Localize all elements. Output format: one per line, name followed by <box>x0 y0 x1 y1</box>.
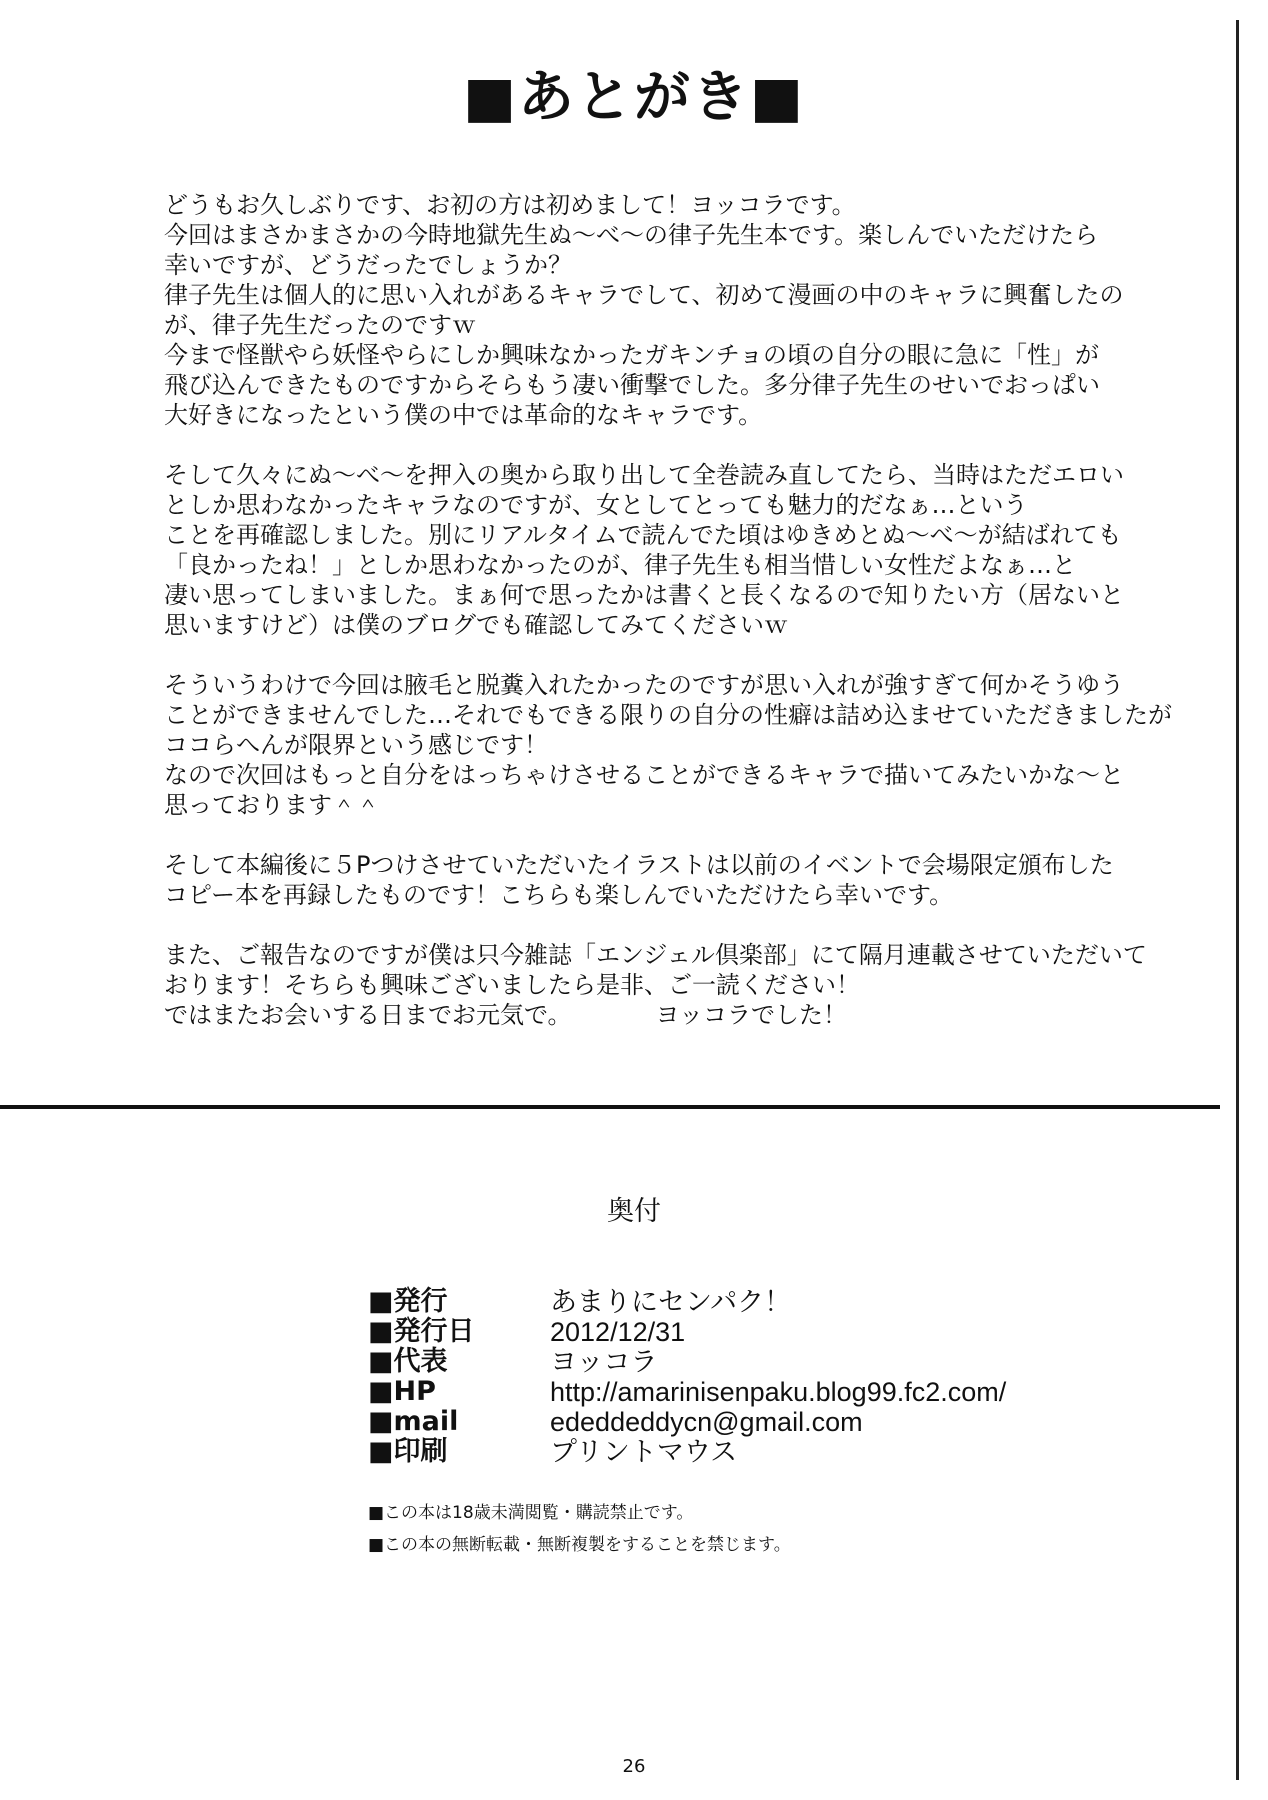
text-line: としか思わなかったキャラなのですが、女としてとっても魅力的だなぁ…という <box>164 491 1028 519</box>
text-line: そして久々にぬ～べ～を押入の奥から取り出して全巻読み直してたら、当時はただエロい <box>164 461 1124 489</box>
text-line: が、律子先生だったのですｗ <box>164 311 476 339</box>
colophon-row-homepage <box>368 1377 1006 1407</box>
text-line: どうもお久しぶりです、お初の方は初めまして！ヨッコラです。 <box>164 191 856 219</box>
text-line: 思いますけど）は僕のブログでも確認してみてくださいｗ <box>164 611 788 639</box>
text-line: ことを再確認しました。別にリアルタイムで読んでた頃はゆきめとぬ～べ～が結ばれても <box>164 521 1122 549</box>
colophon-value: 2012/12/31 <box>550 1317 686 1347</box>
colophon-label: ■代表 <box>368 1346 448 1377</box>
copyright-notice: ■この本の無断転載・無断複製をすることを禁じます。 <box>368 1535 791 1555</box>
text-line: なので次回はもっと自分をはっちゃけさせることができるキャラで描いてみたいかな～と <box>164 761 1124 789</box>
page-edge-line <box>1236 20 1239 1780</box>
text-line: 「良かったね！」としか思わなかったのが、律子先生も相当惜しい女性だよなぁ…と <box>164 551 1076 579</box>
colophon-row-printer <box>368 1437 1006 1467</box>
afterword-body <box>164 190 1224 1060</box>
afterword-paragraph-1 <box>164 190 1224 430</box>
text-line: コピー本を再録したものです！こちらも楽しんでいただけたら幸いです。 <box>164 881 954 909</box>
text-line: ことができませんでした…それでもできる限りの自分の性癖は詰め込ませていただきましたが <box>164 701 1172 729</box>
colophon-row-representative <box>368 1347 1006 1377</box>
text-line: 凄い思ってしまいました。まぁ何で思ったかは書くと長くなるので知りたい方（居ないと <box>164 581 1124 609</box>
text-line: そして本編後に５Pつけさせていただいたイラストは以前のイベントで会場限定頒布した <box>164 851 1114 879</box>
page-title: ■あとがき■ <box>463 65 805 130</box>
text-line: 幸いですが、どうだったでしょうか？ <box>164 251 572 279</box>
colophon-value: あまりにセンパク！ <box>550 1287 792 1317</box>
text-line: 飛び込んできたものですからそらもう凄い衝撃でした。多分律子先生のせいでおっぱい <box>164 371 1100 399</box>
text-line: また、ご報告なのですが僕は只今雑誌「エンジェル倶楽部」にて隔月連載させていただいて <box>164 941 1147 969</box>
afterword-paragraph-3 <box>164 670 1224 820</box>
text-line: おります！そちらも興味ございましたら是非、ご一読ください！ <box>164 971 860 999</box>
text-line: 思っております＾＾ <box>164 791 380 819</box>
text-line: 今回はまさかまさかの今時地獄先生ぬ～べ～の律子先生本です。楽しんでいただけたら <box>164 221 1099 249</box>
email-address: ededdeddycn@gmail.com <box>550 1407 863 1437</box>
text-line: ではまたお会いする日までお元気で。 ヨッコラでした！ <box>164 1001 848 1029</box>
colophon-row-mail <box>368 1407 1006 1437</box>
homepage-url: http://amarinisenpaku.blog99.fc2.com/ <box>550 1377 1007 1407</box>
page-number: 26 <box>622 1756 646 1777</box>
colophon-label: ■発行 <box>368 1286 448 1317</box>
colophon-value: プリントマウス <box>550 1437 738 1467</box>
colophon-table <box>368 1287 1006 1467</box>
section-divider <box>0 1105 1220 1109</box>
colophon-value: ヨッコラ <box>550 1347 658 1377</box>
colophon-label: ■HP <box>368 1376 436 1407</box>
afterword-paragraph-4 <box>164 850 1224 910</box>
colophon-heading: 奥付 <box>607 1196 661 1227</box>
afterword-paragraph-2 <box>164 460 1224 640</box>
text-line: 大好きになったという僕の中では革命的なキャラです。 <box>164 401 763 429</box>
colophon-row-date <box>368 1317 1006 1347</box>
text-line: 律子先生は個人的に思い入れがあるキャラでして、初めて漫画の中のキャラに興奮したの <box>164 281 1124 309</box>
text-line: そういうわけで今回は腋毛と脱糞入れたかったのですが思い入れが強すぎて何かそうゆう <box>164 671 1124 699</box>
afterword-paragraph-5 <box>164 940 1224 1030</box>
colophon-label: ■印刷 <box>368 1436 448 1467</box>
age-restriction-notice: ■この本は18歳未満閲覧・購読禁止です。 <box>368 1503 694 1523</box>
colophon-row-publisher <box>368 1287 1006 1317</box>
colophon-label: ■発行日 <box>368 1316 475 1347</box>
colophon-label: ■mail <box>368 1406 459 1437</box>
legal-notices <box>368 1497 791 1561</box>
text-line: 今まで怪獣やら妖怪やらにしか興味なかったガキンチョの頃の自分の眼に急に「性」が <box>164 341 1100 369</box>
text-line: ココらへんが限界という感じです！ <box>164 731 548 759</box>
